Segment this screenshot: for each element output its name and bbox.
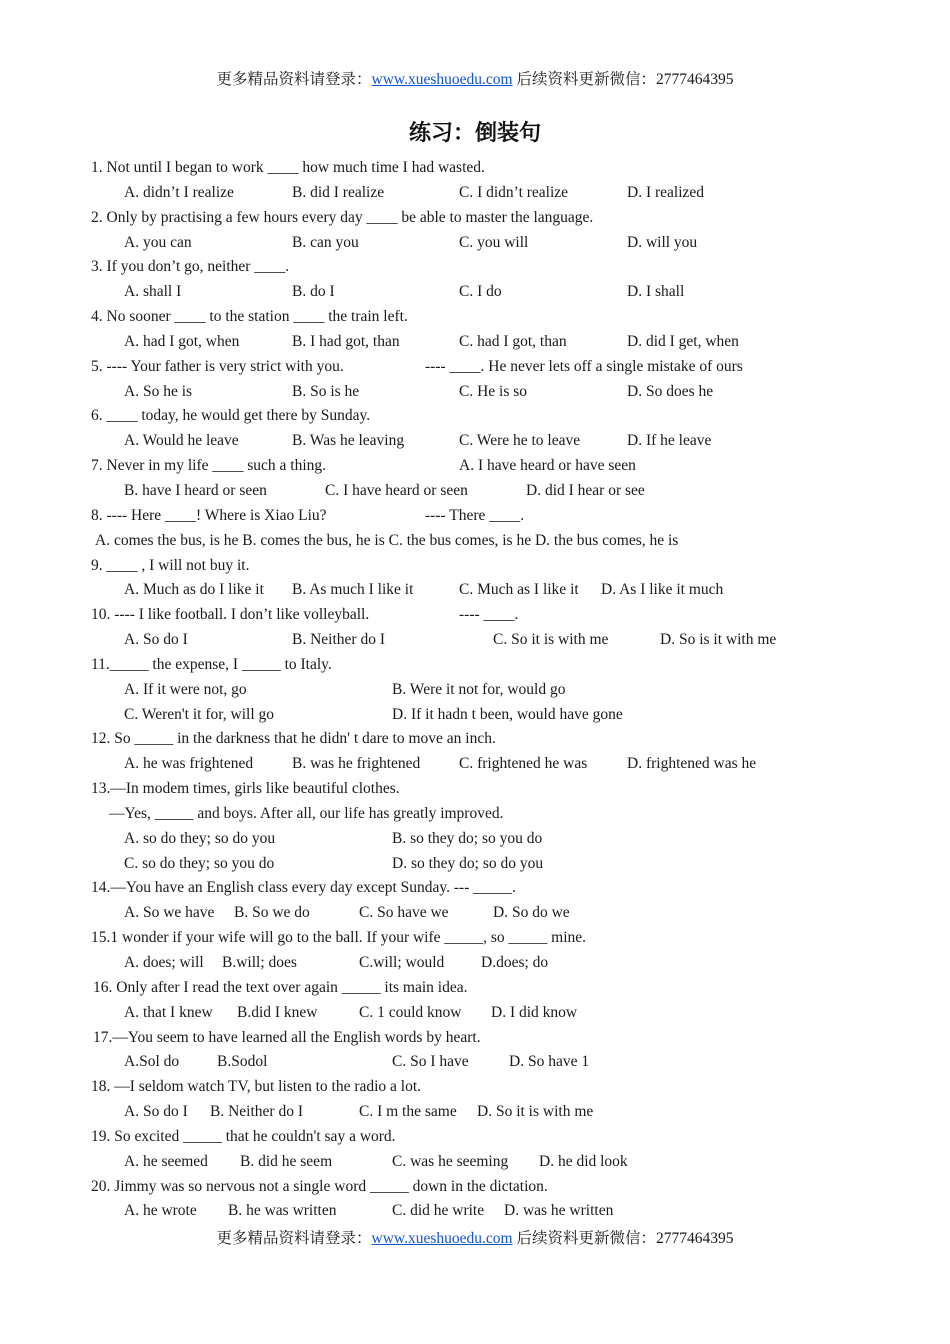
option-b: B. Were it not for, would go xyxy=(392,680,566,698)
option-a: A. So do I xyxy=(124,631,188,649)
option-c: C. so do they; so you do xyxy=(124,854,275,872)
header-suffix: 后续资料更新微信：2777464395 xyxy=(512,71,734,88)
option-a: A. that I knew xyxy=(124,1003,213,1021)
option-a: A. comes the bus, is he B. comes the bus, he is C. the bus comes, is he D. the bus comes, he is xyxy=(95,531,679,549)
option-d: D. he did look xyxy=(539,1152,628,1170)
page-footer xyxy=(0,1226,950,1248)
option-b: B. I had got, than xyxy=(292,332,400,350)
question-row xyxy=(0,852,950,877)
options-row xyxy=(0,1050,950,1075)
option-a: A. I have heard or have seen xyxy=(459,457,636,475)
line-text: 20. Jimmy was so nervous not a single word _____ down in the dictation. xyxy=(91,1177,548,1195)
line-text: 19. So excited _____ that he couldn't say a word. xyxy=(91,1127,396,1145)
option-d: D. So it is with me xyxy=(477,1103,594,1121)
option-c: C. 1 could know xyxy=(359,1003,462,1021)
option-b: B. So is he xyxy=(292,382,360,400)
option-b: B. Was he leaving xyxy=(292,432,405,450)
line-text: 12. So _____ in the darkness that he didn' t dare to move an inch. xyxy=(91,730,496,748)
option-b: B. did I realize xyxy=(292,183,385,201)
options-row xyxy=(0,280,950,305)
option-a: A. If it were not, go xyxy=(124,680,247,698)
exercise-list xyxy=(0,156,950,1224)
options-row xyxy=(0,1150,950,1175)
option-a: A. had I got, when xyxy=(124,332,240,350)
option-c: C. was he seeming xyxy=(392,1152,509,1170)
options-row xyxy=(0,330,950,355)
line-text: 11._____ the expense, I _____ to Italy. xyxy=(91,655,332,673)
options-row xyxy=(0,752,950,777)
option-c: C. I m the same xyxy=(359,1103,457,1121)
option-b: B.did I knew xyxy=(237,1003,318,1021)
options-row xyxy=(0,1100,950,1125)
question-row xyxy=(0,454,950,479)
line-text: ---- ____. He never lets off a single mistake of ours xyxy=(425,357,743,375)
question-row xyxy=(0,1075,950,1100)
question-row xyxy=(0,1175,950,1200)
question-row xyxy=(0,1125,950,1150)
options-row xyxy=(0,901,950,926)
question-row xyxy=(0,653,950,678)
option-c: C. frightened he was xyxy=(459,755,588,773)
line-text: 7. Never in my life ____ such a thing. xyxy=(91,457,327,475)
option-c: C.will; would xyxy=(359,954,445,971)
option-c: C. I didn’t realize xyxy=(459,183,569,201)
option-b: B. As much I like it xyxy=(292,581,414,599)
option-d: D. did I get, when xyxy=(627,332,739,350)
options-row xyxy=(0,380,950,405)
question-row xyxy=(0,355,950,380)
option-d: D. I did know xyxy=(491,1003,578,1021)
question-row xyxy=(0,504,950,529)
question-row xyxy=(0,479,950,504)
line-text: 4. No sooner ____ to the station ____ the train left. xyxy=(91,308,408,326)
option-c: C. Were he to leave xyxy=(459,432,581,450)
question-row xyxy=(0,777,950,802)
option-a: A. Much as do I like it xyxy=(124,581,264,599)
option-a: A.Sol do xyxy=(124,1053,180,1071)
page-header xyxy=(0,67,950,89)
option-b: B. was he frightened xyxy=(292,755,421,773)
option-c: C. did he write xyxy=(392,1202,485,1220)
question-row xyxy=(0,802,950,827)
line-text: 18. —I seldom watch TV, but listen to the radio a lot. xyxy=(91,1078,422,1096)
option-d: D. so they do; so do you xyxy=(392,854,544,872)
line-text: 1. Not until I began to work ____ how much time I had wasted. xyxy=(91,159,485,176)
question-row xyxy=(0,305,950,330)
option-a: A. so do they; so do you xyxy=(124,829,276,847)
header-link[interactable]: www.xueshuoedu.com xyxy=(371,71,513,88)
question-row xyxy=(0,926,950,951)
option-d: D. If he leave xyxy=(627,432,712,450)
footer-suffix: 后续资料更新微信：2777464395 xyxy=(512,1230,734,1247)
options-row xyxy=(0,529,950,554)
line-text: 13.—In modem times, girls like beautiful clothes. xyxy=(91,780,400,798)
option-c: C. had I got, than xyxy=(459,332,567,350)
line-text: 10. ---- I like football. I don’t like volleyball. xyxy=(91,606,370,624)
question-row xyxy=(0,206,950,231)
options-row xyxy=(0,1001,950,1026)
question-row xyxy=(0,727,950,752)
option-d: D.does; do xyxy=(481,954,549,971)
line-text: 3. If you don’t go, neither ____. xyxy=(91,258,290,276)
page-title: 练习：倒装句 xyxy=(408,121,541,146)
option-d: D. frightened was he xyxy=(627,755,757,773)
line-text: 14.—You have an English class every day except Sunday. --- _____. xyxy=(91,879,516,897)
line-text: ---- ____. xyxy=(459,606,519,624)
header-prefix: 更多精品资料请登录： xyxy=(216,71,372,88)
option-c: C. Much as I like it xyxy=(459,581,579,599)
option-d: D. So do we xyxy=(493,904,570,922)
line-text: 15.1 wonder if your wife will go to the ball. If your wife _____, so _____ mine. xyxy=(91,929,587,947)
option-a: A. he seemed xyxy=(124,1152,208,1170)
option-c: C. I do xyxy=(459,283,502,301)
line-text: 6. ____ today, he would get there by Sunday. xyxy=(91,407,371,425)
question-row xyxy=(0,255,950,280)
line-text: 2. Only by practising a few hours every day ____ be able to master the language. xyxy=(91,208,594,226)
option-b: B. do I xyxy=(292,283,335,301)
option-a: A. does; will xyxy=(124,954,204,971)
option-b: B. can you xyxy=(292,233,359,251)
question-row xyxy=(0,404,950,429)
option-b: B. Neither do I xyxy=(292,631,385,649)
option-d: D. was he written xyxy=(504,1202,614,1220)
option-a: A. shall I xyxy=(124,283,182,301)
option-d: D. will you xyxy=(627,233,698,251)
options-row xyxy=(0,1199,950,1224)
option-d: D. If it hadn t been, would have gone xyxy=(392,705,623,723)
line-text: 16. Only after I read the text over again _____ its main idea. xyxy=(93,978,468,996)
option-c: C. you will xyxy=(459,233,529,251)
options-row xyxy=(0,429,950,454)
option-b: B. So we do xyxy=(234,904,310,922)
footer-prefix: 更多精品资料请登录： xyxy=(216,1230,372,1247)
options-row xyxy=(0,951,950,976)
option-d: D. So is it with me xyxy=(660,631,777,649)
options-row xyxy=(0,628,950,653)
option-c: C. So have we xyxy=(359,904,449,922)
line-text: 8. ---- Here ____! Where is Xiao Liu? xyxy=(91,506,327,524)
option-b: B. Neither do I xyxy=(210,1103,303,1121)
option-c: C. I have heard or seen xyxy=(325,481,468,499)
option-b: B. so they do; so you do xyxy=(392,829,543,847)
question-row xyxy=(0,603,950,628)
option-d: D. I realized xyxy=(627,183,705,201)
options-row xyxy=(0,678,950,703)
options-row xyxy=(0,181,950,206)
option-b: B. he was written xyxy=(228,1202,337,1220)
line-text: ---- There ____. xyxy=(425,506,525,524)
question-row xyxy=(0,976,950,1001)
footer-link[interactable]: www.xueshuoedu.com xyxy=(371,1230,513,1247)
line-text: —Yes, _____ and boys. After all, our life has greatly improved. xyxy=(109,804,504,822)
option-b: B. have I heard or seen xyxy=(124,481,267,499)
line-text: 9. ____ , I will not buy it. xyxy=(91,556,250,574)
option-b: B.will; does xyxy=(222,954,297,971)
option-d: D. So does he xyxy=(627,382,714,400)
question-row xyxy=(0,156,950,181)
option-c: C. So I have xyxy=(392,1053,469,1071)
option-a: A. didn’t I realize xyxy=(124,183,234,201)
option-c: C. Weren't it for, will go xyxy=(124,705,275,723)
option-a: A. Would he leave xyxy=(124,432,239,450)
question-row xyxy=(0,554,950,579)
line-text: 5. ---- Your father is very strict with you. xyxy=(91,357,344,375)
option-c: C. He is so xyxy=(459,382,528,400)
option-a: A. you can xyxy=(124,233,192,251)
options-row xyxy=(0,578,950,603)
option-a: A. he was frightened xyxy=(124,755,254,773)
option-b: B.Sodol xyxy=(217,1053,268,1071)
line-text: 17.—You seem to have learned all the English words by heart. xyxy=(93,1028,481,1046)
option-d: D. did I hear or see xyxy=(526,481,645,499)
option-a: A. So do I xyxy=(124,1103,188,1121)
option-a: A. he wrote xyxy=(124,1202,197,1220)
option-a: A. So we have xyxy=(124,904,215,922)
option-c: C. So it is with me xyxy=(493,631,609,649)
option-b: B. did he seem xyxy=(240,1152,333,1170)
options-row xyxy=(0,231,950,256)
question-row xyxy=(0,876,950,901)
question-row xyxy=(0,703,950,728)
option-d: D. So have 1 xyxy=(509,1053,590,1071)
options-row xyxy=(0,827,950,852)
option-d: D. As I like it much xyxy=(601,581,724,599)
option-a: A. So he is xyxy=(124,382,193,400)
question-row xyxy=(0,1026,950,1051)
option-d: D. I shall xyxy=(627,283,685,301)
